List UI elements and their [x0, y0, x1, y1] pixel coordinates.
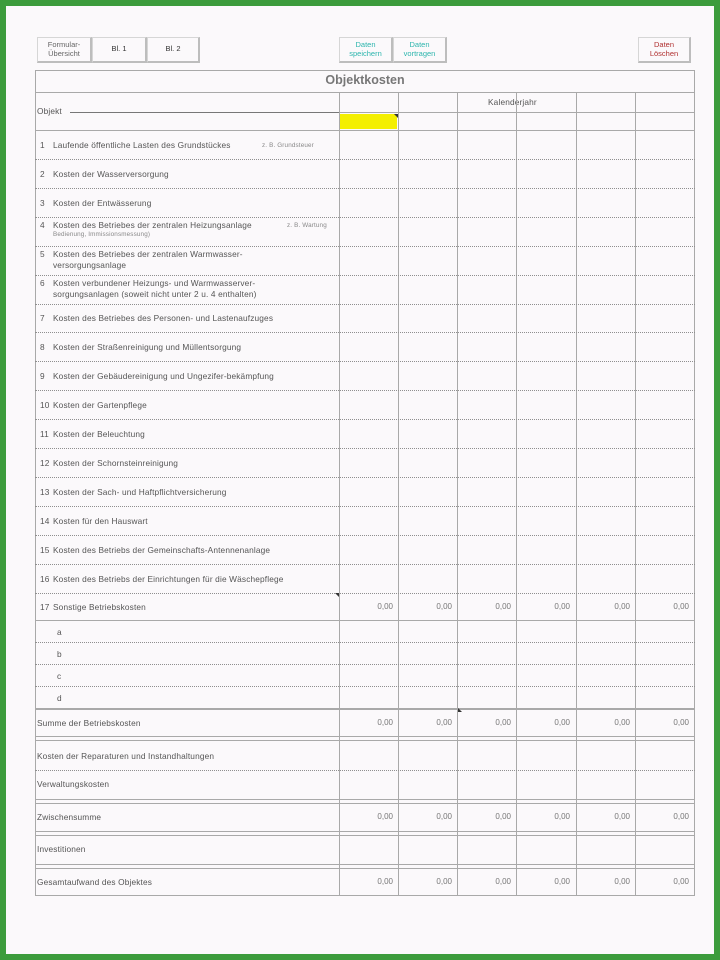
row-label: Sonstige Betriebskosten [53, 601, 146, 612]
section-divider [35, 799, 695, 800]
verwaltung-row-cell[interactable] [517, 772, 575, 796]
row-6-cell[interactable] [340, 276, 397, 303]
row-5-cell[interactable] [458, 247, 515, 274]
row-number: 14 [40, 515, 50, 526]
subrow-c-cell[interactable] [517, 665, 575, 685]
row-7-cell[interactable] [340, 305, 397, 331]
row-4-cell[interactable] [458, 218, 515, 245]
row-4-cell[interactable] [340, 218, 397, 245]
row-3-cell[interactable] [636, 189, 693, 216]
row-16-cell[interactable] [517, 565, 575, 592]
row-5-cell[interactable] [340, 247, 397, 274]
row-17-value: 0,00 [614, 601, 630, 611]
subrow-b-cell[interactable] [577, 643, 634, 663]
summe-betriebskosten-value: 0,00 [495, 717, 511, 727]
column-divider [694, 92, 695, 896]
row-15-cell[interactable] [399, 536, 456, 563]
row-14-cell[interactable] [458, 507, 515, 534]
row-label: Kosten der Beleuchtung [53, 428, 145, 439]
row-4-cell[interactable] [577, 218, 634, 245]
reparaturen-row-cell[interactable] [636, 743, 693, 769]
row-label: Kosten der Gartenpflege [53, 399, 147, 410]
row-number: 15 [40, 544, 50, 555]
row-3-cell[interactable] [340, 189, 397, 216]
row-number: 7 [40, 313, 45, 323]
row-13-cell[interactable] [636, 478, 693, 505]
subrow-label: a [57, 627, 62, 637]
subrow-c-cell[interactable] [340, 665, 397, 685]
section-divider [35, 736, 695, 737]
reparaturen-row-cell[interactable] [517, 743, 575, 769]
row-11-cell[interactable] [636, 420, 693, 447]
row-15-cell[interactable] [636, 536, 693, 563]
investitionen-row-cell[interactable] [517, 837, 575, 861]
year-input-2[interactable] [399, 114, 457, 129]
row-13-cell[interactable] [517, 478, 575, 505]
row-7-cell[interactable] [636, 305, 693, 331]
zwischensumme-value: 0,00 [495, 811, 511, 821]
subrow-label: d [57, 693, 62, 703]
year-input-6[interactable] [636, 114, 694, 129]
row-number: 10 [40, 399, 50, 410]
row-note: z. B. Wartung [287, 222, 327, 229]
row-1-cell[interactable] [636, 131, 693, 158]
year-input-3[interactable] [459, 114, 516, 129]
verwaltung-row-cell[interactable] [577, 772, 634, 796]
row-2-cell[interactable] [340, 160, 397, 187]
row-6-cell[interactable] [577, 276, 634, 303]
gesamtaufwand-value: 0,00 [377, 876, 393, 886]
verwaltung-row-cell[interactable] [636, 772, 693, 796]
row-7-cell[interactable] [577, 305, 634, 331]
row-3-cell[interactable] [577, 189, 634, 216]
row-16-cell[interactable] [340, 565, 397, 592]
row-17-value: 0,00 [436, 601, 452, 611]
row-label: Kosten des Betriebes des Personen- und Lastenaufzuges [53, 313, 274, 323]
investitionen-row-cell[interactable] [577, 837, 634, 861]
row-10-cell[interactable] [577, 391, 634, 418]
row-17-value: 0,00 [554, 601, 570, 611]
reparaturen-row-cell[interactable] [399, 743, 456, 769]
subrow-b-cell[interactable] [458, 643, 515, 663]
row-label: Kosten für den Hauswart [53, 515, 148, 526]
row-14-cell[interactable] [636, 507, 693, 534]
row-number: 9 [40, 370, 45, 381]
summe-betriebskosten-value: 0,00 [436, 717, 452, 727]
summe-betriebskosten-value: 0,00 [377, 717, 393, 727]
subrow-d-cell[interactable] [458, 687, 515, 707]
row-12-cell[interactable] [636, 449, 693, 476]
row-8-cell[interactable] [458, 333, 515, 360]
row-10-cell[interactable] [517, 391, 575, 418]
row-9-cell[interactable] [458, 362, 515, 389]
row-5-cell[interactable] [399, 247, 456, 274]
save-data-button[interactable]: Daten speichern [339, 37, 393, 63]
row-label-line2: versorgungsanlage [53, 260, 127, 270]
row-4-cell[interactable] [399, 218, 456, 245]
row-8-cell[interactable] [577, 333, 634, 360]
row-10-cell[interactable] [399, 391, 456, 418]
row-13-cell[interactable] [577, 478, 634, 505]
row-9-cell[interactable] [636, 362, 693, 389]
row-6-cell[interactable] [458, 276, 515, 303]
row-label: Kosten der Gebäudereinigung und Ungezifer-bekämpfung [53, 370, 274, 381]
subrow-a-cell[interactable] [636, 621, 693, 641]
row-number: 5 [40, 249, 45, 259]
subrow-c-cell[interactable] [458, 665, 515, 685]
year-input-5[interactable] [577, 114, 634, 129]
reparaturen-row: Kosten der Reparaturen und Instandhaltungen [37, 751, 215, 761]
row-6-cell[interactable] [517, 276, 575, 303]
row-14-cell[interactable] [577, 507, 634, 534]
sheet-1-button[interactable]: Bl. 1 [92, 37, 147, 63]
row-3-cell[interactable] [458, 189, 515, 216]
summe-betriebskosten: Summe der Betriebskosten [37, 717, 141, 728]
row-label: Kosten der Wasserversorgung [53, 168, 169, 179]
row-label-line2: Bedienung, Immissionsmessung) [53, 231, 151, 238]
row-11-cell[interactable] [399, 420, 456, 447]
row-13-cell[interactable] [340, 478, 397, 505]
row-number: 13 [40, 486, 50, 497]
subrow-label: c [57, 671, 62, 681]
comment-marker-icon [458, 708, 462, 712]
row-label: Kosten der Sach- und Haftpflichtversicherung [53, 486, 227, 497]
row-number: 2 [40, 168, 45, 179]
kalenderjahr-label: Kalenderjahr [488, 97, 537, 107]
row-label: Kosten der Straßenreinigung und Müllentsorgung [53, 341, 242, 352]
row-10-cell[interactable] [458, 391, 515, 418]
row-13-cell[interactable] [399, 478, 456, 505]
row-9-cell[interactable] [577, 362, 634, 389]
section-divider [35, 831, 695, 832]
row-16-cell[interactable] [458, 565, 515, 592]
year-input-4[interactable] [518, 114, 575, 129]
row-8-cell[interactable] [636, 333, 693, 360]
section-divider [35, 868, 695, 869]
row-8-cell[interactable] [517, 333, 575, 360]
gesamtaufwand-value: 0,00 [614, 876, 630, 886]
row-label: Laufende öffentliche Lasten des Grundstückes [53, 139, 231, 150]
subrow-d-cell[interactable] [636, 687, 693, 707]
gesamtaufwand-value: 0,00 [495, 876, 511, 886]
section-divider [35, 864, 695, 865]
row-11-cell[interactable] [340, 420, 397, 447]
subrow-c-cell[interactable] [636, 665, 693, 685]
row-14-cell[interactable] [517, 507, 575, 534]
row-1-cell[interactable] [577, 131, 634, 158]
delete-data-button[interactable]: Daten Löschen [638, 37, 691, 63]
row-number: 8 [40, 341, 45, 352]
row-10-cell[interactable] [340, 391, 397, 418]
section-divider [35, 835, 695, 836]
row-5-cell[interactable] [636, 247, 693, 274]
row-12-cell[interactable] [517, 449, 575, 476]
row-12-cell[interactable] [399, 449, 456, 476]
investitionen-row: Investitionen [37, 844, 86, 854]
subrow-d-cell[interactable] [340, 687, 397, 707]
row-6-cell[interactable] [636, 276, 693, 303]
row-11-cell[interactable] [577, 420, 634, 447]
row-label: Kosten des Betriebes der zentralen Heizungsanlage [53, 220, 252, 230]
row-14-cell[interactable] [340, 507, 397, 534]
row-8-cell[interactable] [340, 333, 397, 360]
section-divider [35, 740, 695, 741]
row-note: z. B. Grundsteuer [262, 141, 314, 149]
row-6-cell[interactable] [399, 276, 456, 303]
row-number: 3 [40, 197, 45, 208]
table-title: Objektkosten [325, 73, 405, 87]
zwischensumme-value: 0,00 [377, 811, 393, 821]
summe-betriebskosten-value: 0,00 [554, 717, 570, 727]
row-15-cell[interactable] [577, 536, 634, 563]
subrow-b-cell[interactable] [399, 643, 456, 663]
gesamtaufwand-value: 0,00 [673, 876, 689, 886]
header-divider [35, 130, 339, 131]
reparaturen-row-cell[interactable] [340, 743, 397, 769]
row-14-cell[interactable] [399, 507, 456, 534]
row-3-cell[interactable] [399, 189, 456, 216]
row-2-cell[interactable] [577, 160, 634, 187]
subrow-c-cell[interactable] [399, 665, 456, 685]
investitionen-row-cell[interactable] [636, 837, 693, 861]
row-4-cell[interactable] [636, 218, 693, 245]
row-1-cell[interactable] [458, 131, 515, 158]
investitionen-row-cell[interactable] [458, 837, 515, 861]
zwischensumme-value: 0,00 [614, 811, 630, 821]
row-17-value: 0,00 [495, 601, 511, 611]
subrow-b-cell[interactable] [340, 643, 397, 663]
row-17-value: 0,00 [673, 601, 689, 611]
subrow-c-cell[interactable] [577, 665, 634, 685]
comment-marker-icon [335, 593, 339, 597]
reparaturen-row-cell[interactable] [458, 743, 515, 769]
carry-forward-button[interactable]: Daten vortragen [393, 37, 447, 63]
row-12-cell[interactable] [458, 449, 515, 476]
row-10-cell[interactable] [636, 391, 693, 418]
subrow-d-cell[interactable] [577, 687, 634, 707]
subrow-a-cell[interactable] [577, 621, 634, 641]
row-9-cell[interactable] [399, 362, 456, 389]
gesamtaufwand-value: 0,00 [554, 876, 570, 886]
row-7-cell[interactable] [399, 305, 456, 331]
verwaltung-row-cell[interactable] [399, 772, 456, 796]
row-15-cell[interactable] [517, 536, 575, 563]
row-2-cell[interactable] [458, 160, 515, 187]
row-1-cell[interactable] [517, 131, 575, 158]
subrow-label: b [57, 649, 62, 659]
row-16-cell[interactable] [636, 565, 693, 592]
row-number: 4 [40, 220, 45, 230]
subrow-a-cell[interactable] [458, 621, 515, 641]
row-divider [35, 770, 695, 771]
formular-overview-button[interactable]: Formular- Übersicht [37, 37, 92, 63]
gesamtaufwand-value: 0,00 [436, 876, 452, 886]
investitionen-row-cell[interactable] [399, 837, 456, 861]
zwischensumme-value: 0,00 [436, 811, 452, 821]
row-11-cell[interactable] [517, 420, 575, 447]
reparaturen-row-cell[interactable] [577, 743, 634, 769]
gesamtaufwand: Gesamtaufwand des Objektes [37, 876, 153, 887]
row-label-line2: sorgungsanlagen (soweit nicht unter 2 u. 4 enthalten) [53, 289, 257, 299]
subrow-d-cell[interactable] [399, 687, 456, 707]
row-7-cell[interactable] [517, 305, 575, 331]
subrow-b-cell[interactable] [636, 643, 693, 663]
row-15-cell[interactable] [458, 536, 515, 563]
row-5-cell[interactable] [577, 247, 634, 274]
verwaltung-row-cell[interactable] [340, 772, 397, 796]
subrow-b-cell[interactable] [517, 643, 575, 663]
row-12-cell[interactable] [340, 449, 397, 476]
row-8-cell[interactable] [399, 333, 456, 360]
row-15-cell[interactable] [340, 536, 397, 563]
sheet-2-button[interactable]: Bl. 2 [147, 37, 200, 63]
subrow-a-cell[interactable] [340, 621, 397, 641]
year-input-highlighted[interactable] [340, 114, 397, 129]
row-7-cell[interactable] [458, 305, 515, 331]
row-9-cell[interactable] [517, 362, 575, 389]
row-label: Kosten verbundener Heizungs- und Warmwasserver- [53, 278, 256, 288]
row-number: 6 [40, 278, 45, 288]
row-label: Kosten der Schornsteinreinigung [53, 457, 179, 468]
row-16-cell[interactable] [399, 565, 456, 592]
row-12-cell[interactable] [577, 449, 634, 476]
subrow-a-cell[interactable] [399, 621, 456, 641]
row-5-cell[interactable] [517, 247, 575, 274]
row-1-cell[interactable] [399, 131, 456, 158]
subrow-a-cell[interactable] [517, 621, 575, 641]
row-16-cell[interactable] [577, 565, 634, 592]
row-number: 16 [40, 573, 50, 584]
row-9-cell[interactable] [340, 362, 397, 389]
row-2-cell[interactable] [517, 160, 575, 187]
row-label: Kosten der Entwässerung [53, 197, 152, 208]
section-divider [35, 803, 695, 804]
row-number: 12 [40, 457, 50, 468]
row-2-cell[interactable] [636, 160, 693, 187]
row-number: 17 [40, 601, 50, 612]
zwischensumme: Zwischensumme [37, 811, 102, 822]
verwaltung-row: Verwaltungskosten [37, 779, 110, 789]
verwaltung-row-cell[interactable] [458, 772, 515, 796]
row-11-cell[interactable] [458, 420, 515, 447]
row-4-cell[interactable] [517, 218, 575, 245]
row-17-value: 0,00 [377, 601, 393, 611]
summe-betriebskosten-value: 0,00 [673, 717, 689, 727]
subrow-d-cell[interactable] [517, 687, 575, 707]
row-number: 1 [40, 139, 45, 150]
zwischensumme-value: 0,00 [554, 811, 570, 821]
row-2-cell[interactable] [399, 160, 456, 187]
row-3-cell[interactable] [517, 189, 575, 216]
row-label: Kosten des Betriebs der Gemeinschafts-Antennenanlage [53, 544, 271, 555]
row-label: Kosten des Betriebes der zentralen Warmwasser- [53, 249, 243, 259]
investitionen-row-cell[interactable] [340, 837, 397, 861]
summe-betriebskosten-value: 0,00 [614, 717, 630, 727]
zwischensumme-value: 0,00 [673, 811, 689, 821]
row-label: Kosten des Betriebs der Einrichtungen für die Wäschepflege [53, 573, 284, 584]
row-1-cell[interactable] [340, 131, 397, 158]
objekt-label: Objekt [37, 106, 62, 116]
section-divider [35, 708, 695, 710]
row-number: 11 [40, 428, 49, 439]
row-13-cell[interactable] [458, 478, 515, 505]
